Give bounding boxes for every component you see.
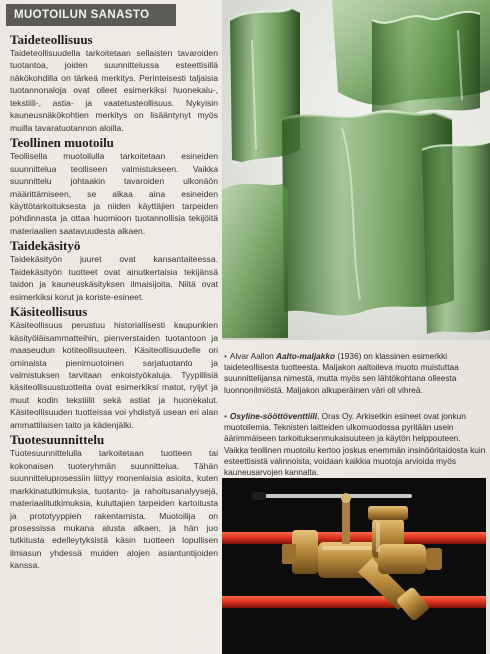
entry-heading: Teollinen muotoilu	[10, 135, 114, 151]
caption-title: Aalto-maljakko	[276, 351, 336, 361]
section-header: MUOTOILUN SANASTO	[6, 4, 176, 26]
entry-body: Taidekäsityön juuret ovat kansantaiteessa. Taidekäsityön tuotteet ovat ainutkertaisia tekijänsä taidon ja kauneuskäsityksen ilmaisijoita. Niitä ovat esimerkiksi korut ja koriste-esineet.	[10, 254, 218, 302]
entry-heading: Tuotesuunnittelu	[10, 432, 105, 448]
caption-prefix: Alvar Aallon	[229, 351, 277, 361]
caption-title: Osyline-sööttöventtiili	[229, 411, 318, 421]
glossary-column	[6, 4, 218, 650]
caption-bullet: •	[224, 411, 227, 421]
entry-body: Käsiteollisuus perustuu historiallisesti kaupunkien käsityöläisammatteihin, pienverstaiden tuotantoon ja maaseudun kotiteollisuuteen. Käsiteollisuudelle ori ominaista pienimuotoinen sarjatuotanto ja valmistuksen tarvitaan enkoistyökaluja. Tyypillisiä käsiteollisuustuotteita ovat esimerkiksi matot, ryijyt ja muut kodin tekstiilit sekä astiat ja huonekalut. Käsiteollisuuden tuotteissa voi yhdistyä usean eri alan ammattilaisen taito ja kädenjälki.	[10, 320, 218, 430]
entry-heading: Käsiteollisuus	[10, 304, 88, 320]
valve-caption	[224, 411, 486, 478]
entry-body: Tuotesuunnittelulla tarkoitetaan tuotteen tai kokonaisen tuoteryhmän suunnittelua. Tähän suunnitteluprosessiin liittyy monenlaisia asioita, kuten markkinatutkimuksia, tuotanto- ja rahoitusanalyysejä, materiaalitutkimuksia, kuluttajien tarpeiden kartoitusta ja prototyyppien rakentamista. Muotoilija on prosessissa mukana alusta alkaen, ja hän juo tutkitusta edelleytyksistä käsin tuotteen lopullisen ilmiasun yhdessä muiden alojen asiantuntijoiden kanssa.	[10, 448, 218, 571]
green-glass-vases-photo	[222, 0, 490, 340]
caption-bullet: •	[224, 351, 227, 361]
entry-heading: Taideteollisuus	[10, 32, 93, 47]
glossary-entry-kasiteollisuus	[6, 304, 218, 431]
vase-caption	[224, 351, 486, 396]
valve-illustration	[222, 478, 486, 654]
entry-body: Taideteollisuudella tarkoitetaan sellaisten tavaroiden tuotantoa, joiden suunnittelussa esteettisillä näkökohdilla on tärkeä merkitys. Perinteisesti taljaisia tuotannonaloja ovat olleet esimerkiksi huonekalu-, tekstiili-, astia- ja vaatetusteollisuus. Nykyisin kauneusnäkökohtien merkitys on lisääntynyt myös muilla tavaratuotannon aloilla.	[10, 48, 218, 133]
entry-body: Teollisella muotoilulla tarkoitetaan esineiden suunnittelua teolliseen valmistukseen. Vaikka suunnittelu johtaakin tavaroiden ulkonäön määrittämiseen, se alkaa aina esineiden käyttötarkoituksesta ja niiden käyttäjien tarpeiden pohdinnasta ja ottaa huomioon tuotannollisia tekijöitä materiaalien saatavuudesta alkaen.	[10, 151, 218, 236]
glossary-entry-taidekasityo	[6, 238, 218, 303]
vases-illustration	[222, 0, 490, 340]
glossary-entry-teollinen-muotoilu	[6, 135, 218, 237]
glossary-entry-taideteollisuus	[6, 32, 218, 134]
caption-text: (1936) on klassinen esimerkki taideteollisesta tuotteesta. Maljakon aaltoileva muoto muistuttaa suunnittelijansa nimestä, mutta myös sen lähtökohtana olleesta luonnonilmiöstä. Maljakon alkuperäinen väri oli vihreä.	[224, 351, 459, 395]
entry-heading: Taidekäsityö	[10, 238, 81, 254]
glossary-entry-tuotesuunnittelu	[6, 432, 218, 572]
caption-text: , Oras Oy. Arkisetkin esineet ovat jonkun muotoilemia. Teknisten laitteiden ulkomuodossa pyritään usein äärimmäiseen tarkoituksenmukaisuuteen ja käytön helppouteen. Vaikka teollinen muotoilu kertoo joskus enemmän insinööritaidosta kuin esteettisistä valinnoista, voidaan kaikkia muotoja arvioida myös kauneusarvojen kannalta.	[224, 411, 486, 478]
brass-valve-photo	[222, 478, 486, 654]
